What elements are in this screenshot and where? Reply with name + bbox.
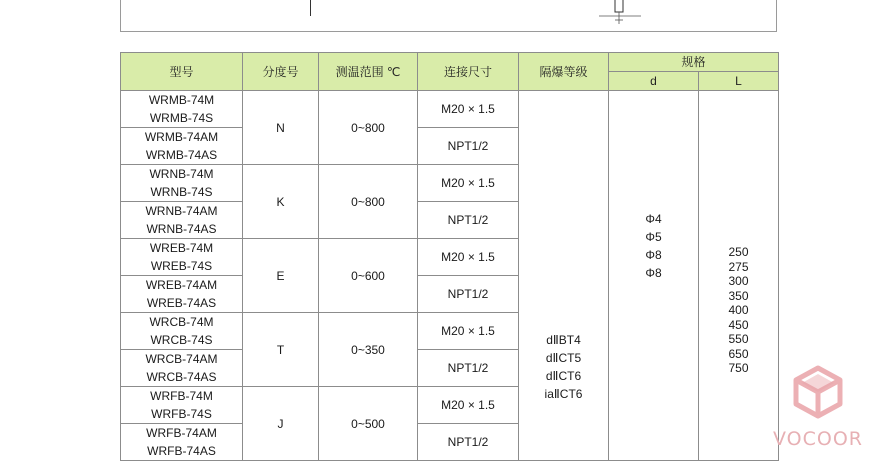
model-code: WRNB-74AS [146,222,217,236]
model-cell [121,387,243,424]
header-index: 分度号 [243,53,319,91]
range-cell: 0~800 [319,91,418,165]
model-code: WRFB-74AM [146,426,217,440]
model-code: WRNB-74S [150,185,213,199]
header-l: L [699,72,779,91]
model-code: WREB-74S [150,259,213,273]
connection-cell: NPT1/2 [418,424,519,461]
model-code: WRFB-74AS [147,444,216,458]
index-cell: N [243,91,319,165]
d-value: Φ8 [645,265,662,280]
model-code: WRCB-74M [149,315,214,329]
d-cell [609,91,699,461]
index-cell: E [243,239,319,313]
range-cell: 0~500 [319,387,418,461]
l-value: 450 [728,317,749,332]
model-code: WREB-74M [149,241,214,255]
model-code: WRFB-74S [151,407,212,421]
connection-cell: NPT1/2 [418,202,519,239]
model-cell [121,350,243,387]
model-code: WRCB-74S [150,333,213,347]
model-cell [121,165,243,202]
index-cell: T [243,313,319,387]
model-code: WRCB-74AM [145,352,218,366]
model-cell [121,424,243,461]
l-value: 250 [728,245,749,260]
index-cell: K [243,165,319,239]
l-value: 350 [728,288,749,303]
header-d: d [609,72,699,91]
l-value: 275 [728,259,749,274]
header-connection: 连接尺寸 [418,53,519,91]
model-cell [121,313,243,350]
connection-cell: NPT1/2 [418,276,519,313]
explosion-level: dⅡCT5 [545,350,582,365]
explosion-cell [519,91,609,461]
explosion-level: iaⅡCT6 [544,386,583,401]
l-value: 300 [728,274,749,289]
model-cell [121,276,243,313]
d-value: Φ4 [645,211,662,226]
model-code: WRNB-74AM [145,204,218,218]
header-model: 型号 [121,53,243,91]
model-cell [121,202,243,239]
connection-cell: M20 × 1.5 [418,165,519,202]
l-value: 750 [728,361,749,376]
logo-mark-icon [760,362,876,428]
dimension-drawing [591,0,651,26]
watermark-text: VOCOOR [773,428,863,450]
model-code: WRMB-74AM [144,130,219,144]
model-code: WRCB-74AS [146,370,217,384]
drawing-line [310,0,311,16]
range-cell: 0~800 [319,165,418,239]
index-cell: J [243,387,319,461]
d-value: Φ5 [645,229,662,244]
model-code: WRMB-74AS [145,148,218,162]
model-code: WREB-74AS [146,296,217,310]
model-code: WRMB-74S [149,111,214,125]
header-explosion: 隔爆等级 [519,53,609,91]
l-value: 650 [728,346,749,361]
model-cell [121,128,243,165]
connection-cell: M20 × 1.5 [418,239,519,276]
d-value: Φ8 [645,247,662,262]
connection-cell: NPT1/2 [418,350,519,387]
model-cell [121,239,243,276]
spec-table [120,52,779,461]
range-cell: 0~600 [319,239,418,313]
l-value: 550 [728,332,749,347]
model-cell [121,91,243,128]
range-cell: 0~350 [319,313,418,387]
connection-cell: M20 × 1.5 [418,313,519,350]
connection-cell: NPT1/2 [418,128,519,165]
model-code: WRMB-74M [148,93,215,107]
model-code: WREB-74AM [145,278,218,292]
header-spec: 规格 [609,53,779,72]
connection-cell: M20 × 1.5 [418,91,519,128]
explosion-level: dⅡCT6 [545,368,582,383]
explosion-level: dⅡBT4 [546,332,581,347]
drawing-frame [120,0,777,32]
model-code: WRNB-74M [149,167,214,181]
header-range: 测温范围 ℃ [319,53,418,91]
connection-cell: M20 × 1.5 [418,387,519,424]
model-code: WRFB-74M [150,389,213,403]
l-value: 400 [728,303,749,318]
vocoor-logo [760,362,876,448]
